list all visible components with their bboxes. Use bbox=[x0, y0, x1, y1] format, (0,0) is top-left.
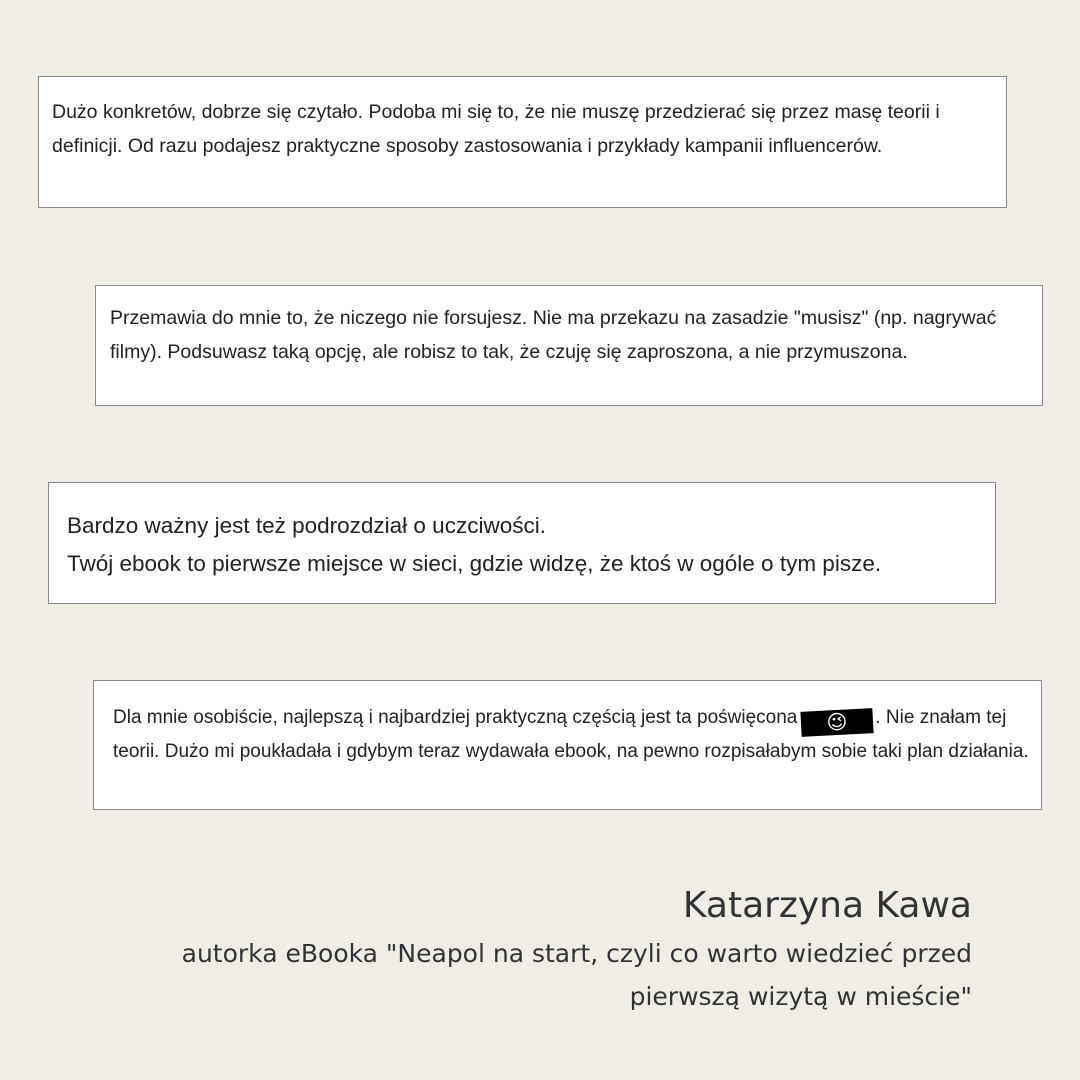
testimonial-card-2 bbox=[95, 285, 1043, 406]
testimonial-card-1 bbox=[38, 76, 1007, 208]
wink-emoji-icon: 😉 bbox=[826, 709, 849, 735]
testimonial-text-line-1: Bardzo ważny jest też podrozdział o uczciwości. bbox=[67, 513, 546, 538]
testimonial-text-line-2: Twój ebook to pierwsze miejsce w sieci, gdzie widzę, że ktoś w ogóle o tym pisze. bbox=[67, 551, 882, 576]
testimonial-text-before: Dla mnie osobiście, najlepszą i najbardziej praktyczną częścią jest ta poświęcona bbox=[113, 707, 798, 728]
testimonial-card-3 bbox=[48, 482, 996, 604]
author-name: Katarzyna Kawa bbox=[682, 885, 972, 926]
author-signature bbox=[112, 882, 972, 1018]
redaction-bar bbox=[801, 708, 874, 737]
testimonial-text: Dużo konkretów, dobrze się czytało. Podoba mi się to, że nie muszę przedzierać się przez masę teorii i definicji. Od razu podajesz praktyczne sposoby zastosowania i przykłady kampanii influencerów. bbox=[52, 101, 940, 157]
testimonial-card-4 bbox=[93, 680, 1042, 810]
author-caption-line-1: autorka eBooka "Neapol na start, czyli co warto wiedzieć przed bbox=[181, 939, 972, 968]
author-caption-line-2: pierwszą wizytą w mieście" bbox=[629, 982, 972, 1011]
testimonial-text bbox=[113, 701, 1033, 768]
author-caption bbox=[112, 932, 972, 1018]
testimonial-text: Przemawia do mnie to, że niczego nie forsujesz. Nie ma przekazu na zasadzie "musisz" (np. nagrywać filmy). Podsuwasz taką opcję, ale robisz to tak, że czuję się zaproszona, a nie przymuszona. bbox=[110, 307, 997, 363]
testimonial-text-after: . Nie znałam tej teorii. Dużo mi poukładała i gdybym teraz wydawała ebook, na pewno rozpisałabym sobie taki plan działania. bbox=[113, 707, 1029, 762]
